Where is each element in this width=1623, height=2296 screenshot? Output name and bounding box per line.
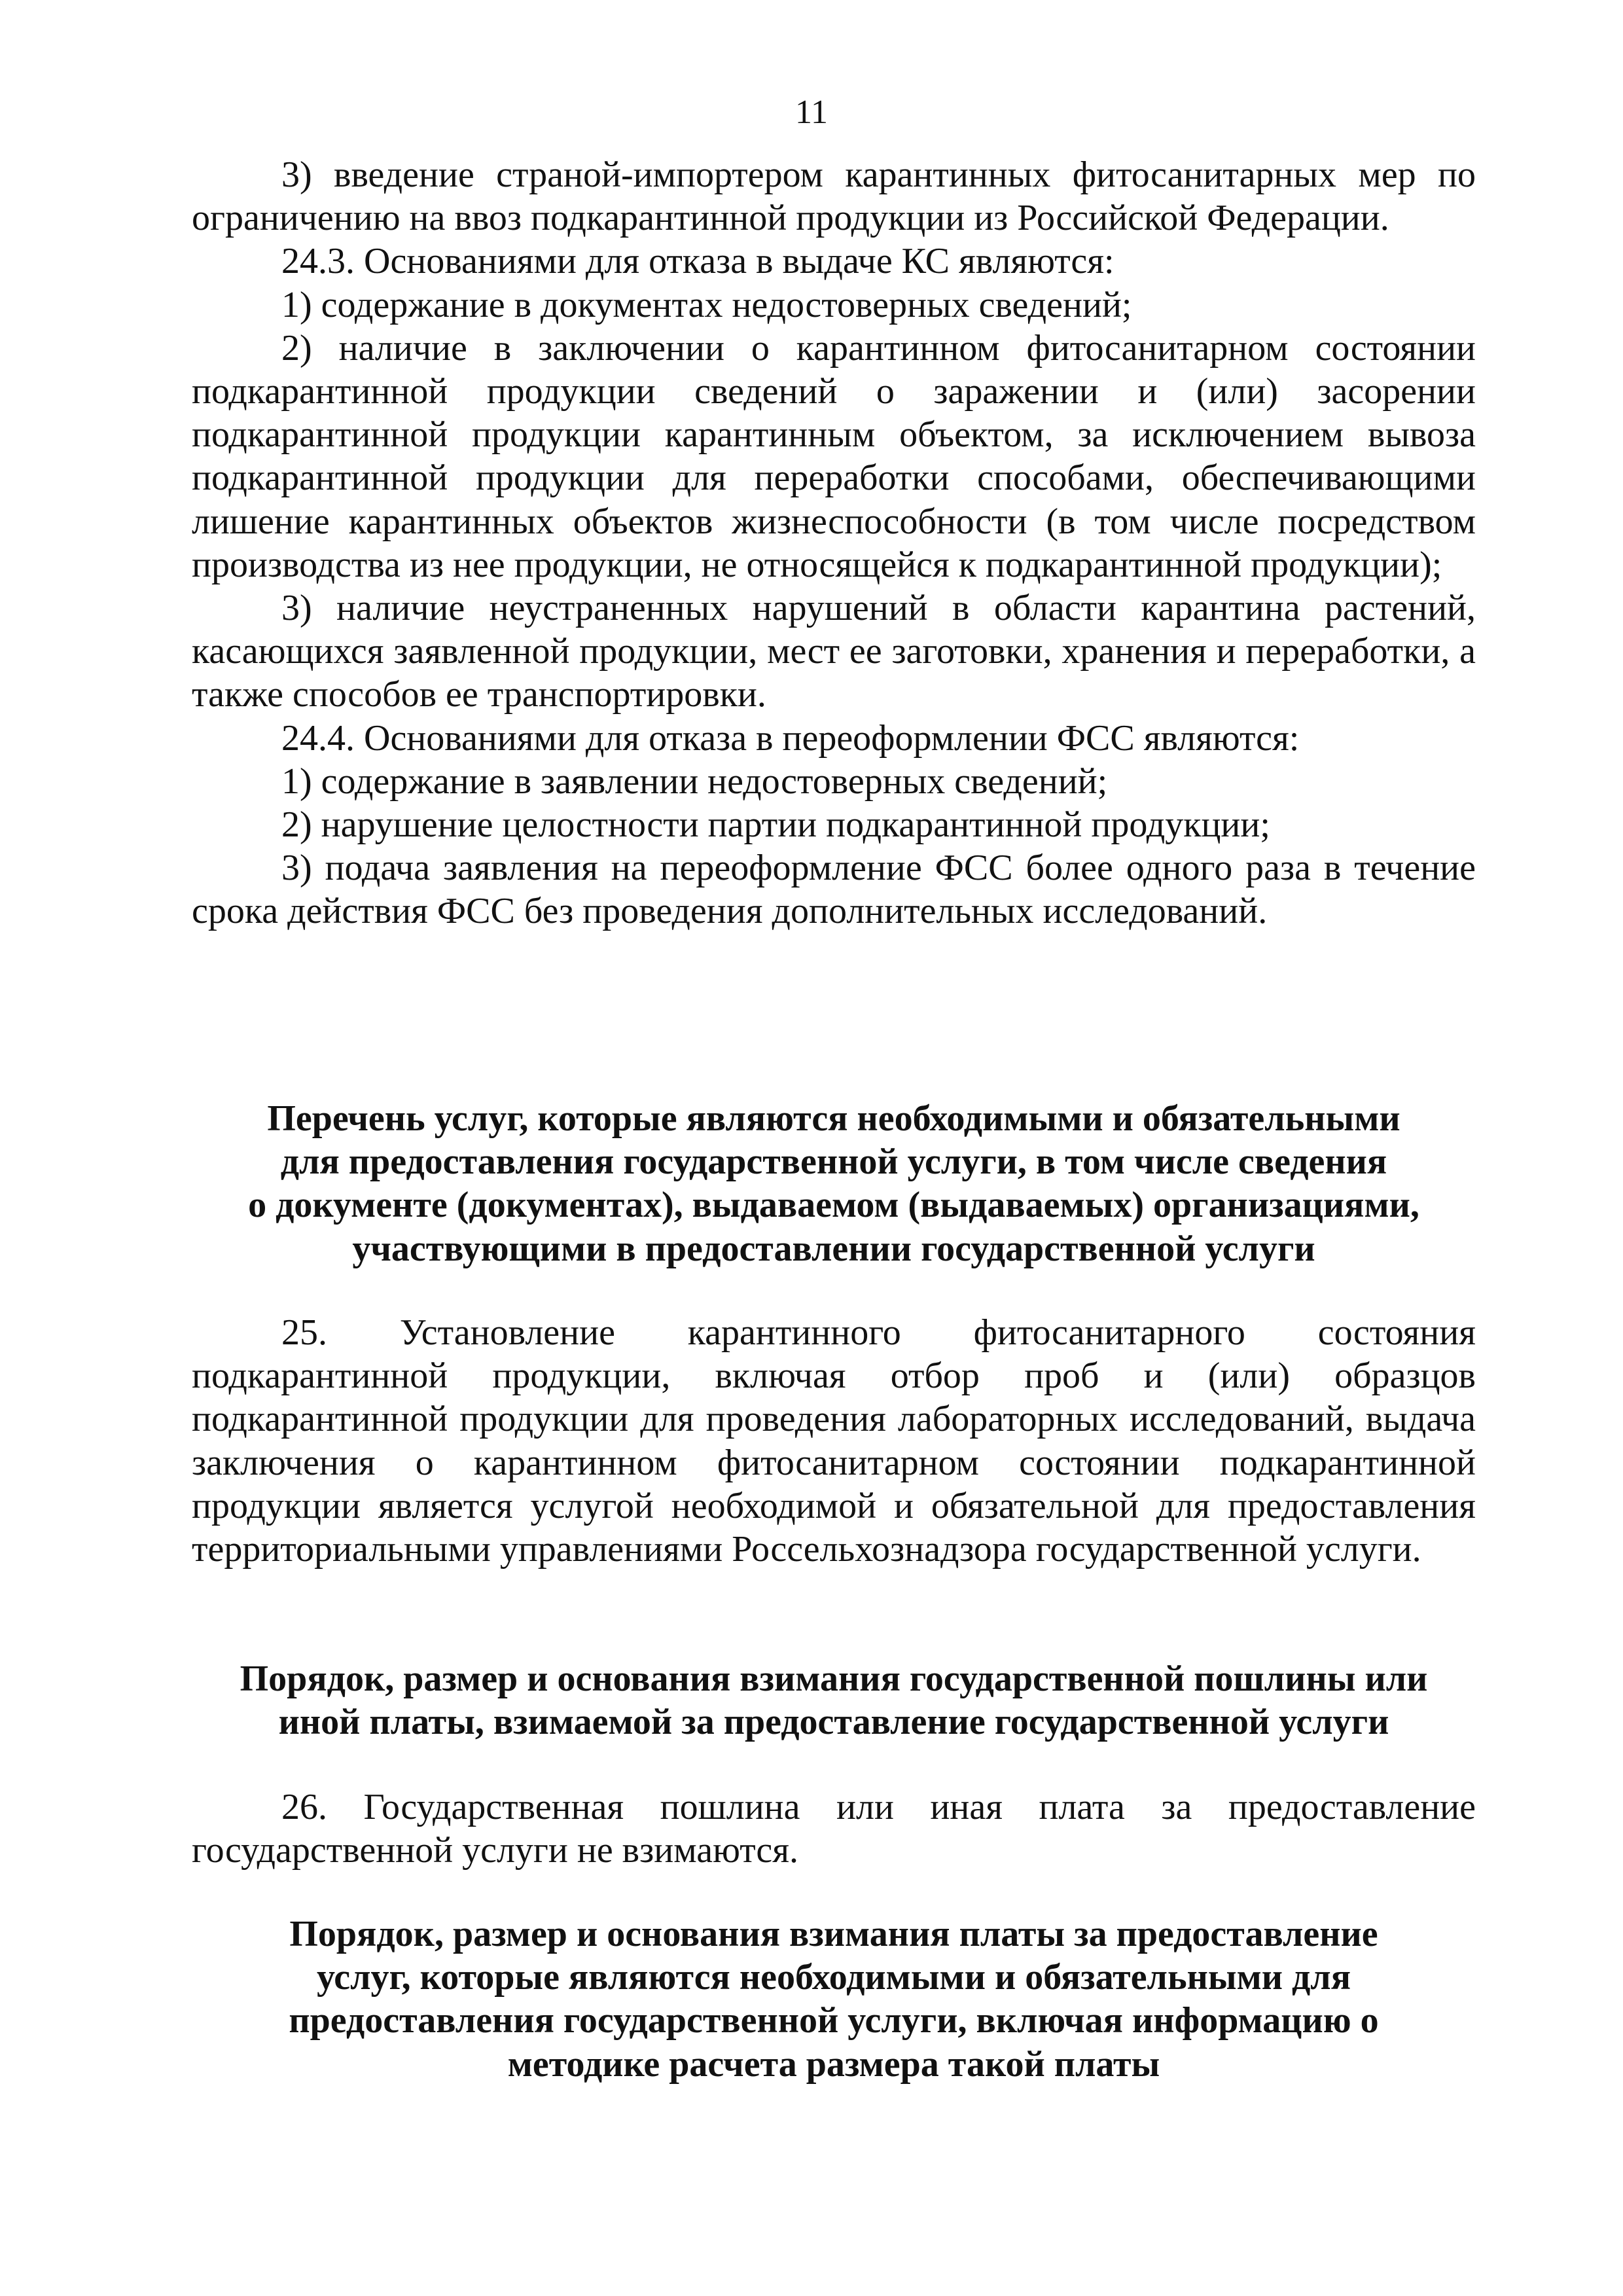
paragraph-24-3-item-2: 2) наличие в заключении о карантинном фитосанитарном состоянии подкарантинной продукции сведений о заражении и (или) засорении подкарантинной продукции карантинным объектом, за исключением вывоза подкарантинной продукции для переработки способами, обеспечивающими лишение карантинных объектов жизнеспособности (в том числе посредством производства из нее продукции, не относящейся к подкарантинной продукции); <box>192 327 1476 585</box>
page-number: 11 <box>794 94 829 131</box>
paragraph-24-4-item-1: 1) содержание в заявлении недостоверных сведений; <box>281 761 1108 802</box>
paragraph-24-4: 24.4. Основаниями для отказа в переоформлении ФСС являются: <box>281 717 1300 759</box>
heading-line: Порядок, размер и основания взимания платы за предоставление <box>289 1914 1378 1954</box>
paragraph-25: 25. Установление карантинного фитосанитарного состояния подкарантинной продукции, включая отбор проб и (или) образцов подкарантинной продукции для проведения лабораторных исследований, выдача заключения о карантинном фитосанитарном состоянии подкарантинной продукции является услугой необходимой и обязательной для предоставления территориальными управлениями Россельхознадзора государственной услуги. <box>192 1312 1476 1570</box>
paragraph-24-3: 24.3. Основаниями для отказа в выдаче КС являются: <box>281 241 1115 282</box>
block-grounds-for-refusal <box>192 153 1476 933</box>
heading-line: Порядок, размер и основания взимания государственной пошлины или <box>240 1659 1428 1699</box>
heading-line: участвующими в предоставлении государственной услуги <box>352 1228 1315 1269</box>
heading-line: о документе (документах), выдаваемом (выдаваемых) организациями, <box>248 1185 1419 1226</box>
paragraph-24-3-item-3: 3) наличие неустраненных нарушений в области карантина растений, касающихся заявленной продукции, мест ее заготовки, хранения и переработки, а также способов ее транспортировки. <box>192 588 1476 715</box>
heading-line: методике расчета размера такой платы <box>507 2043 1160 2085</box>
heading-line: услуг, которые являются необходимыми и обязательными для <box>316 1957 1351 1998</box>
heading-line: Перечень услуг, которые являются необходимыми и обязательными <box>267 1098 1400 1139</box>
section-heading-fee-for-required-services <box>192 1912 1476 2086</box>
heading-line: предоставления государственной услуги, включая информацию о <box>289 2000 1379 2041</box>
block-paragraph-26 <box>192 1785 1476 1872</box>
section-heading-required-services <box>192 1097 1476 1270</box>
paragraph-24-4-item-3: 3) подача заявления на переоформление ФСС более одного раза в течение срока действия ФСС без проведения дополнительных исследований. <box>192 848 1476 932</box>
paragraph-26: 26. Государственная пошлина или иная плата за предоставление государственной услуги не взимаются. <box>192 1787 1476 1871</box>
heading-line: для предоставления государственной услуги, в том числе сведения <box>280 1141 1387 1183</box>
paragraph-24-3-item-1: 1) содержание в документах недостоверных сведений; <box>281 284 1132 325</box>
heading-line: иной платы, взимаемой за предоставление государственной услуги <box>278 1702 1389 1743</box>
paragraph-import-measures: 3) введение страной-импортером карантинных фитосанитарных мер по ограничению на ввоз подкарантинной продукции из Российской Федерации. <box>192 154 1476 239</box>
paragraph-24-4-item-2: 2) нарушение целостности партии подкарантинной продукции; <box>281 804 1270 846</box>
block-paragraph-25 <box>192 1311 1476 1571</box>
section-heading-state-fee <box>192 1657 1476 1744</box>
